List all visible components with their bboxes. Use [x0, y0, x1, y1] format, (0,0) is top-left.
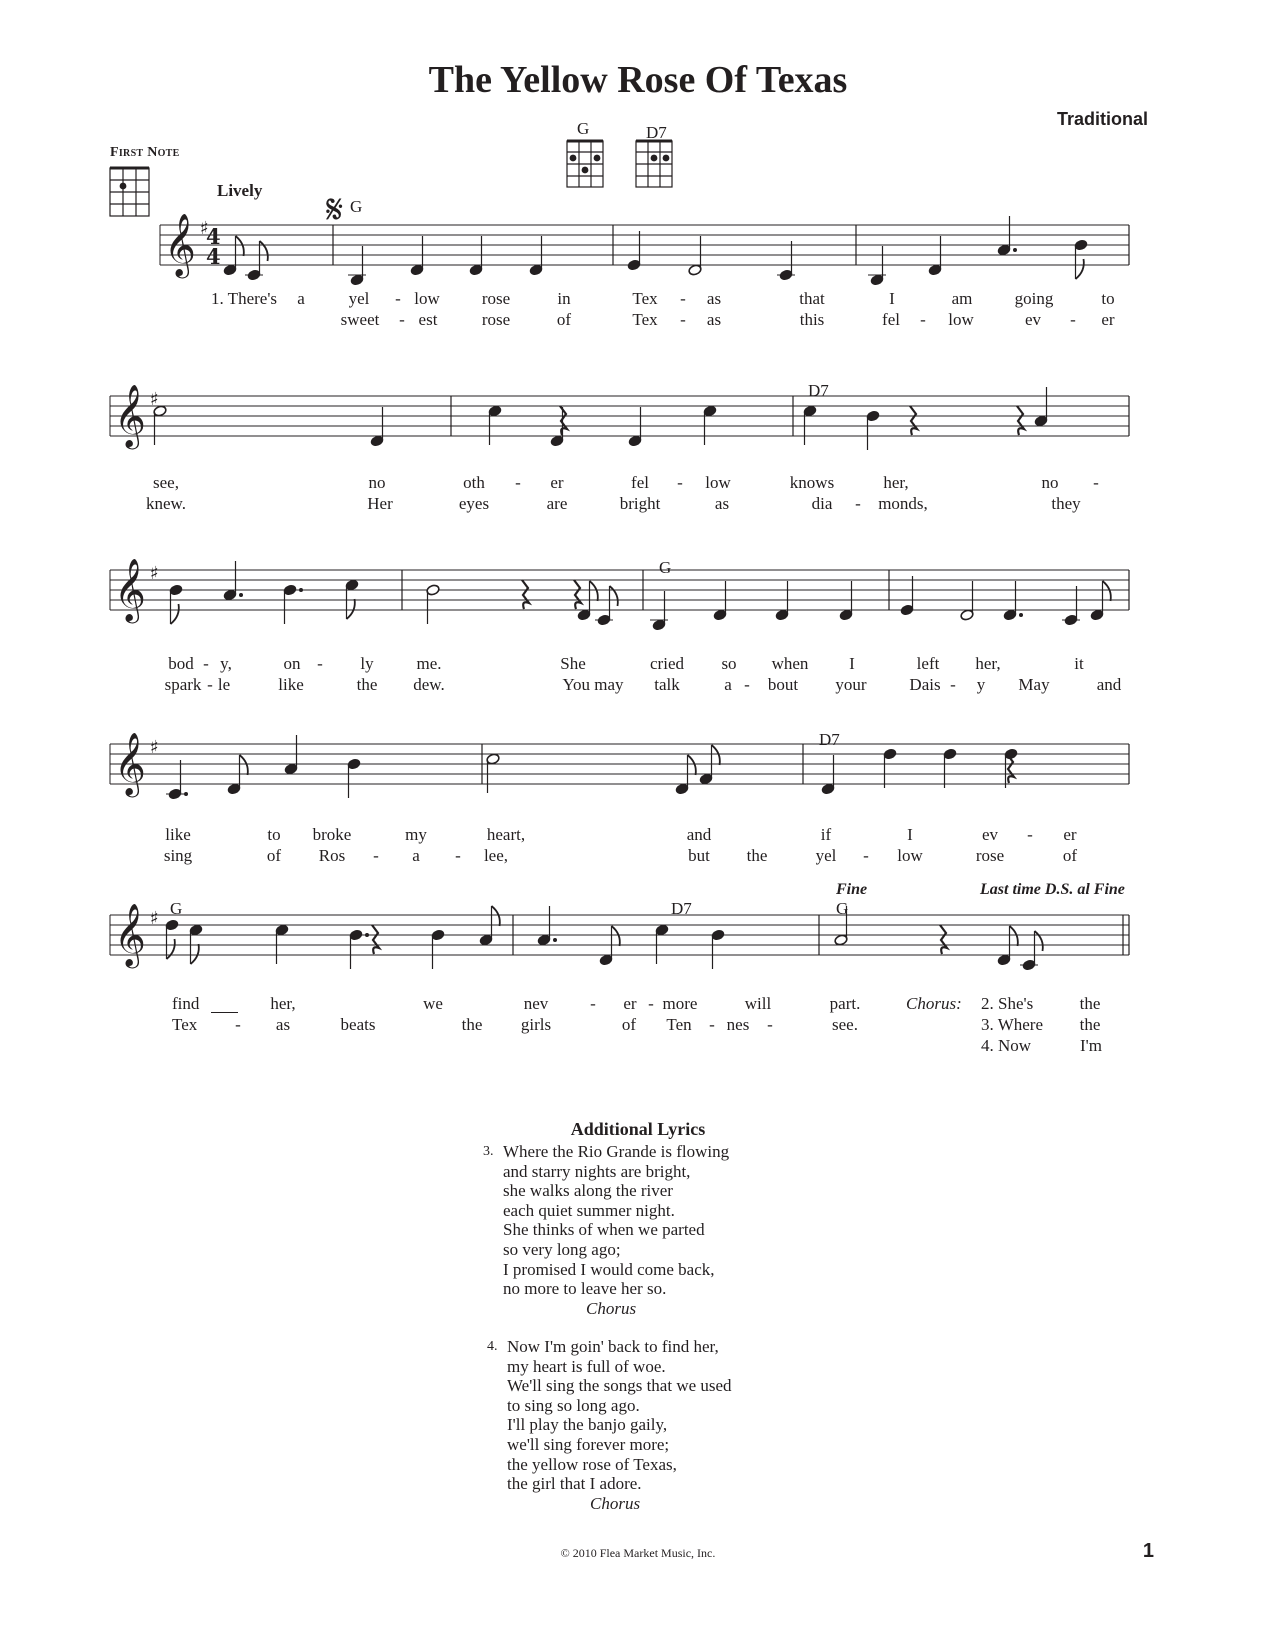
quarter-rest-icon: [910, 406, 917, 435]
lyric-word: on: [283, 654, 301, 673]
first-note-diagram: [110, 168, 149, 216]
lyric-word: when: [771, 654, 809, 673]
lyric-word: I: [907, 825, 913, 844]
lyric-word: Dais: [909, 675, 941, 694]
lyric-word: bright: [619, 494, 661, 513]
lyric-word: May: [1018, 675, 1050, 694]
lyric-hyphen: -: [590, 994, 596, 1013]
lyric-hyphen: -: [399, 310, 405, 329]
lyric-hyphen: -: [515, 473, 521, 492]
lyric-word: like: [165, 825, 191, 844]
lyric-word: Ros: [318, 846, 346, 865]
lyric-word: if: [820, 825, 832, 844]
dot: [1019, 613, 1023, 617]
lyric-word: are: [546, 494, 568, 513]
lyric-word: rose: [481, 310, 511, 329]
flag: [688, 755, 696, 775]
time-signature-top: 4: [206, 224, 221, 249]
first-note-label: First Note: [110, 145, 180, 160]
lyric-word: of: [621, 1015, 637, 1034]
lyric-word: ev: [1024, 310, 1042, 329]
lyric-word: low: [414, 289, 440, 308]
flag: [1035, 931, 1043, 951]
lyric-hyphen: -: [455, 846, 461, 865]
flag: [1010, 926, 1018, 946]
chord-diagram-d7: [636, 141, 672, 187]
lyric-word: low: [705, 473, 731, 492]
lyric-hyphen: -: [950, 675, 956, 694]
dot: [553, 938, 557, 942]
treble-clef-icon: 𝄞: [114, 903, 146, 966]
lyric-word: fel: [882, 310, 900, 329]
lyric-line: no more to leave her so.: [503, 1279, 667, 1299]
lyric-word: Tex: [632, 310, 658, 329]
lyric-hyphen: -: [767, 1015, 773, 1034]
treble-clef-icon: 𝄞: [164, 213, 196, 276]
chord-diagram-label-g: G: [577, 119, 590, 138]
lyric-word: knew.: [146, 494, 186, 513]
lyric-line: the yellow rose of Texas,: [507, 1454, 677, 1474]
quarter-rest-icon: [560, 406, 567, 435]
additional-lyrics-title: Additional Lyrics: [570, 1119, 706, 1139]
lyric-word: Tex: [172, 1015, 198, 1034]
lyric-word: am: [951, 289, 973, 308]
lyric-word: rose: [481, 289, 511, 308]
lyric-word: my: [405, 825, 427, 844]
lyric-word: sweet: [340, 310, 380, 329]
key-signature-sharp-icon: ♯: [150, 563, 159, 584]
lyric-word: beats: [340, 1015, 376, 1034]
lyric-word: no: [368, 473, 386, 492]
chord-diagram-label-d7: D7: [646, 123, 667, 142]
lyric-word: more: [662, 994, 698, 1013]
lyric-line: so very long ago;: [503, 1239, 621, 1259]
lyric-word: er: [1101, 310, 1115, 329]
chord-symbol-g: G: [350, 197, 363, 216]
lyric-word: le: [217, 675, 231, 694]
lyric-word: She: [560, 654, 586, 673]
verse-number: 4.: [981, 1036, 994, 1055]
quarter-rest-icon: [522, 580, 529, 609]
lyric-hyphen: -: [395, 289, 401, 308]
lyric-word: dia: [811, 494, 833, 513]
key-signature-sharp-icon: ♯: [200, 218, 209, 239]
lyric-word: girls: [520, 1015, 552, 1034]
lyric-word: ev: [981, 825, 999, 844]
lyric-word: see,: [153, 473, 179, 492]
composer-credit: Traditional: [1056, 109, 1148, 129]
key-signature-sharp-icon: ♯: [150, 737, 159, 758]
lyric-word: heart,: [486, 825, 526, 844]
lyric-word: I'm: [1080, 1036, 1102, 1055]
key-signature-sharp-icon: ♯: [150, 908, 159, 929]
lyric-word: to: [1101, 289, 1115, 308]
lyric-word: y,: [220, 654, 232, 673]
chord-symbol-d7: D7: [671, 899, 692, 918]
lyric-word: er: [623, 994, 637, 1013]
lyric-word: monds,: [878, 494, 928, 513]
lyric-line: my heart is full of woe.: [507, 1356, 666, 1376]
treble-clef-icon: 𝄞: [114, 558, 146, 621]
lyric-word: no: [1041, 473, 1059, 492]
lyric-word: nes: [726, 1015, 750, 1034]
chord-symbol-g: G: [659, 558, 672, 577]
lyric-word: Her: [367, 494, 393, 513]
pickup-lyric-verse4: [981, 1036, 1031, 1056]
lyric-word: but: [688, 846, 710, 865]
lyric-word: the: [1079, 1015, 1101, 1034]
lyric-hyphen: -: [677, 473, 683, 492]
treble-clef-icon: 𝄞: [114, 732, 146, 795]
lyric-word: dew.: [413, 675, 445, 694]
flag: [236, 236, 244, 256]
lyric-hyphen: -: [317, 654, 323, 673]
lyric-word: so: [721, 654, 737, 673]
lyric-hyphen: -: [207, 675, 213, 694]
verse-4-block: [487, 1337, 732, 1513]
lyric-word: like: [278, 675, 304, 694]
lyric-hyphen: -: [1027, 825, 1033, 844]
flag: [610, 586, 618, 606]
quarter-rest-icon: [372, 925, 379, 954]
verse-number: 2.: [981, 994, 994, 1013]
lyric-word: a: [412, 846, 420, 865]
lyric-word: She's: [998, 994, 1034, 1013]
lyric-word: a: [297, 289, 305, 308]
lyric-word: of: [266, 846, 282, 865]
lyric-word: low: [897, 846, 923, 865]
lyric-word: spark: [164, 675, 202, 694]
lyric-word: of: [1062, 846, 1078, 865]
lyric-word: the: [1079, 994, 1101, 1013]
lyric-word: her,: [883, 473, 909, 492]
lyric-line: each quiet summer night.: [503, 1200, 675, 1220]
lyric-hyphen: -: [855, 494, 861, 513]
lyric-word: her,: [270, 994, 296, 1013]
lyric-word: y: [976, 675, 986, 694]
dot: [239, 593, 243, 597]
flag: [171, 604, 179, 624]
lyric-word: I: [849, 654, 855, 673]
lyric-word: me.: [416, 654, 442, 673]
lyric-word: Ten: [666, 1015, 692, 1034]
lyric-line: to sing so long ago.: [507, 1395, 640, 1415]
flag: [492, 906, 500, 926]
dot: [365, 933, 369, 937]
verse-3-block: [483, 1142, 730, 1318]
verse-number: 3.: [483, 1144, 494, 1159]
lyric-word: ly: [360, 654, 374, 673]
dot: [299, 588, 303, 592]
lyric-word: find: [172, 994, 200, 1013]
flag: [260, 241, 268, 261]
lyric-word: eyes: [458, 494, 490, 513]
lyric-line: she walks along the river: [503, 1181, 673, 1201]
lyric-word: low: [948, 310, 974, 329]
lyric-word: broke: [312, 825, 352, 844]
lyric-word: will: [744, 994, 772, 1013]
flag: [1103, 581, 1111, 601]
lyric-word: as: [275, 1015, 291, 1034]
lyric-hyphen: -: [709, 1015, 715, 1034]
lyric-word: sing: [163, 846, 193, 865]
lyric-hyphen: -: [203, 654, 209, 673]
lyric-word: in: [557, 289, 571, 308]
lyric-hyphen: -: [920, 310, 926, 329]
song-title: The Yellow Rose Of Texas: [428, 59, 848, 101]
lyric-word: a: [724, 675, 732, 694]
lyric-word: part.: [829, 994, 861, 1013]
chord-symbol-d7: D7: [808, 381, 829, 400]
chorus-cue: Chorus: [586, 1298, 637, 1318]
lyric-word: see.: [832, 1015, 858, 1034]
lyric-word: and: [686, 825, 712, 844]
flag: [1076, 259, 1084, 279]
copyright-notice: © 2010 Flea Market Music, Inc.: [560, 1546, 716, 1560]
melisma-line: [211, 1012, 238, 1013]
lyric-line: I promised I would come back,: [503, 1259, 715, 1279]
lyric-line: Where the Rio Grande is flowing: [503, 1142, 730, 1161]
page-number: 1: [1142, 1540, 1154, 1562]
lyric-word: bod: [168, 654, 194, 673]
lyric-word: cried: [650, 654, 684, 673]
time-signature-bottom: 4: [206, 244, 221, 269]
flag: [590, 581, 598, 601]
lyric-hyphen: -: [680, 310, 686, 329]
lyric-word: and: [1096, 675, 1122, 694]
chord-diagram-g: [567, 141, 603, 187]
lyric-hyphen: -: [648, 994, 654, 1013]
lyric-word: fel: [631, 473, 649, 492]
lyric-word: it: [1074, 654, 1084, 673]
lyric-word: that: [799, 289, 825, 308]
tempo-marking: Lively: [217, 181, 263, 200]
flag: [612, 926, 620, 946]
lyric-line: we'll sing forever more;: [507, 1434, 670, 1454]
lyric-word: er: [1063, 825, 1077, 844]
lyric-word: Now: [998, 1036, 1032, 1055]
lyric-hyphen: -: [1070, 310, 1076, 329]
lyric-word: Where: [997, 1015, 1044, 1034]
lyric-word: knows: [789, 473, 835, 492]
segno-sign: 𝄋: [326, 187, 344, 232]
lyric-line: Now I'm goin' back to find her,: [507, 1337, 719, 1356]
lyric-line: She thinks of when we parted: [503, 1220, 705, 1240]
verse-number: 4.: [487, 1339, 498, 1354]
lyric-hyphen: -: [373, 846, 379, 865]
lyric-word: 1. There's: [210, 289, 278, 308]
lyric-word: lee,: [483, 846, 509, 865]
lyric-word: to: [267, 825, 281, 844]
lyric-hyphen: -: [744, 675, 750, 694]
lyric-line: I'll play the banjo gaily,: [507, 1415, 668, 1435]
lyric-word: I: [889, 289, 895, 308]
lyric-word: the: [356, 675, 378, 694]
verse-number: 3.: [981, 1015, 994, 1034]
lyric-word: as: [714, 494, 730, 513]
chord-symbol-g: G: [836, 899, 849, 918]
lyric-line: the girl that I adore.: [507, 1474, 642, 1494]
lyric-word: this: [799, 310, 825, 329]
ds-al-fine-marking: Last time D.S. al Fine: [980, 881, 1125, 898]
pickup-lyric-verse2: [981, 994, 1033, 1014]
lyric-word: we: [423, 994, 443, 1013]
dot: [184, 792, 188, 796]
lyric-word: rose: [975, 846, 1005, 865]
lyric-word: they: [1051, 494, 1081, 513]
quarter-rest-icon: [574, 580, 581, 609]
flag: [347, 599, 355, 619]
lyric-word: talk: [654, 675, 680, 694]
lyric-word: her,: [975, 654, 1001, 673]
chorus-cue: Chorus: [590, 1493, 641, 1513]
lyric-hyphen: -: [235, 1015, 241, 1034]
key-signature-sharp-icon: ♯: [150, 389, 159, 410]
lyric-word: You may: [562, 675, 624, 694]
lyric-line: We'll sing the songs that we used: [507, 1376, 732, 1396]
treble-clef-icon: 𝄞: [114, 384, 146, 447]
lyric-word: as: [706, 310, 722, 329]
lyric-hyphen: -: [1093, 473, 1099, 492]
chord-symbol-d7: D7: [819, 730, 840, 749]
lyric-word: yel: [348, 289, 370, 308]
lyric-word: nev: [523, 994, 549, 1013]
lyric-word: Tex: [632, 289, 658, 308]
flag: [167, 939, 175, 959]
lyric-word: the: [461, 1015, 483, 1034]
flag: [712, 745, 720, 765]
lyric-word: going: [1014, 289, 1054, 308]
pickup-lyric-verse3: [981, 1015, 1043, 1035]
lyric-word: as: [706, 289, 722, 308]
chorus-label: Chorus:: [906, 994, 962, 1013]
chord-symbol-g: G: [170, 899, 183, 918]
flag: [191, 944, 199, 964]
lyric-word: yel: [815, 846, 837, 865]
dot: [1013, 248, 1017, 252]
lyric-word: of: [556, 310, 572, 329]
lyric-line: and starry nights are bright,: [503, 1161, 691, 1181]
quarter-rest-icon: [940, 925, 947, 954]
fine-marking: Fine: [836, 881, 868, 898]
lyric-word: your: [835, 675, 867, 694]
lyric-word: oth: [463, 473, 485, 492]
lyric-word: the: [746, 846, 768, 865]
lyric-word: er: [550, 473, 564, 492]
lyric-word: left: [916, 654, 940, 673]
lyric-word: est: [418, 310, 438, 329]
flag: [240, 755, 248, 775]
quarter-rest-icon: [1017, 406, 1024, 435]
lyric-hyphen: -: [863, 846, 869, 865]
lyric-hyphen: -: [680, 289, 686, 308]
lyric-word: bout: [767, 675, 799, 694]
